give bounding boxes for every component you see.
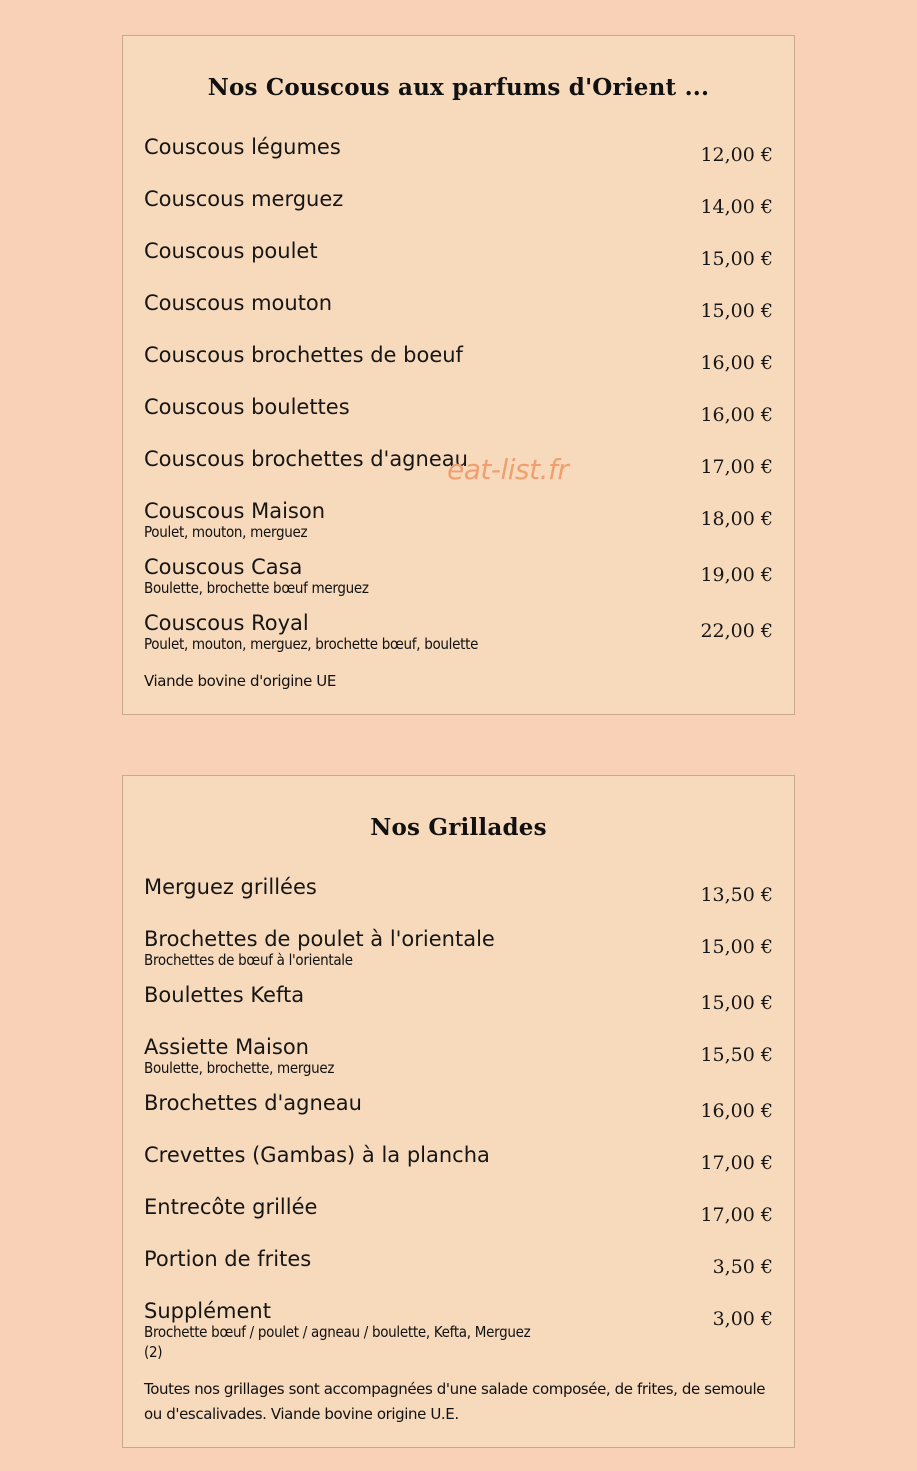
item-description: Poulet, mouton, merguez, brochette bœuf, boulette (144, 635, 479, 653)
item-price: 15,00 € (700, 936, 773, 958)
item-name: Couscous boulettes (144, 395, 350, 419)
item-price: 3,50 € (712, 1256, 773, 1278)
item-price: 13,50 € (700, 884, 773, 906)
item-description: Boulette, brochette, merguez (144, 1059, 335, 1077)
item-description: Boulette, brochette bœuf merguez (144, 579, 369, 597)
item-name: Crevettes (Gambas) à la plancha (144, 1143, 490, 1167)
item-price: 17,00 € (700, 1204, 773, 1226)
item-name: Entrecôte grillée (144, 1195, 318, 1219)
item-price: 22,00 € (700, 620, 773, 642)
item-name: Brochettes d'agneau (144, 1091, 362, 1115)
item-price: 16,00 € (700, 404, 773, 426)
couscous-section-title: Nos Couscous aux parfums d'Orient ... (207, 74, 710, 101)
item-price: 18,00 € (700, 508, 773, 530)
item-name: Brochettes de poulet à l'orientale (144, 927, 495, 951)
item-name: Couscous brochettes de boeuf (144, 343, 463, 367)
item-price: 12,00 € (700, 144, 773, 166)
grillades-menu-card (122, 775, 795, 1448)
item-price: 15,50 € (700, 1044, 773, 1066)
item-name: Couscous merguez (144, 187, 344, 211)
origin-note: Viande bovine d'origine UE (144, 672, 336, 690)
item-price: 15,00 € (700, 248, 773, 270)
item-name: Couscous Casa (144, 555, 303, 579)
item-description: Poulet, mouton, merguez (144, 523, 308, 541)
item-price: 16,00 € (700, 1100, 773, 1122)
item-name: Assiette Maison (144, 1035, 309, 1059)
item-description: Brochettes de bœuf à l'orientale (144, 951, 353, 969)
item-name: Portion de frites (144, 1247, 312, 1271)
item-name: Boulettes Kefta (144, 983, 305, 1007)
grillades-section-title: Nos Grillades (370, 814, 547, 841)
item-price: 15,00 € (700, 300, 773, 322)
item-price: 3,00 € (712, 1308, 773, 1330)
couscous-menu-card (122, 35, 795, 715)
item-name: Merguez grillées (144, 875, 317, 899)
item-name: Couscous brochettes d'agneau (144, 447, 468, 471)
item-price: 15,00 € (700, 992, 773, 1014)
item-price: 16,00 € (700, 352, 773, 374)
item-name: Couscous Royal (144, 611, 309, 635)
watermark-text: eat-list.fr (447, 453, 569, 486)
item-name: Couscous mouton (144, 291, 333, 315)
item-price: 17,00 € (700, 1152, 773, 1174)
item-name: Couscous Maison (144, 499, 326, 523)
item-name: Couscous poulet (144, 239, 318, 263)
item-price: 14,00 € (700, 196, 773, 218)
item-price: 17,00 € (700, 456, 773, 478)
item-name: Couscous légumes (144, 135, 341, 159)
item-name: Supplément (144, 1299, 271, 1323)
item-description: Brochette bœuf / poulet / agneau / boulette, Kefta, Merguez (2) (144, 1323, 531, 1361)
accompaniment-note: Toutes nos grillages sont accompagnées d'une salade composée, de frites, de semoule ou d'escalivades. Viande bovine origine U.E. (144, 1380, 766, 1423)
item-price: 19,00 € (700, 564, 773, 586)
